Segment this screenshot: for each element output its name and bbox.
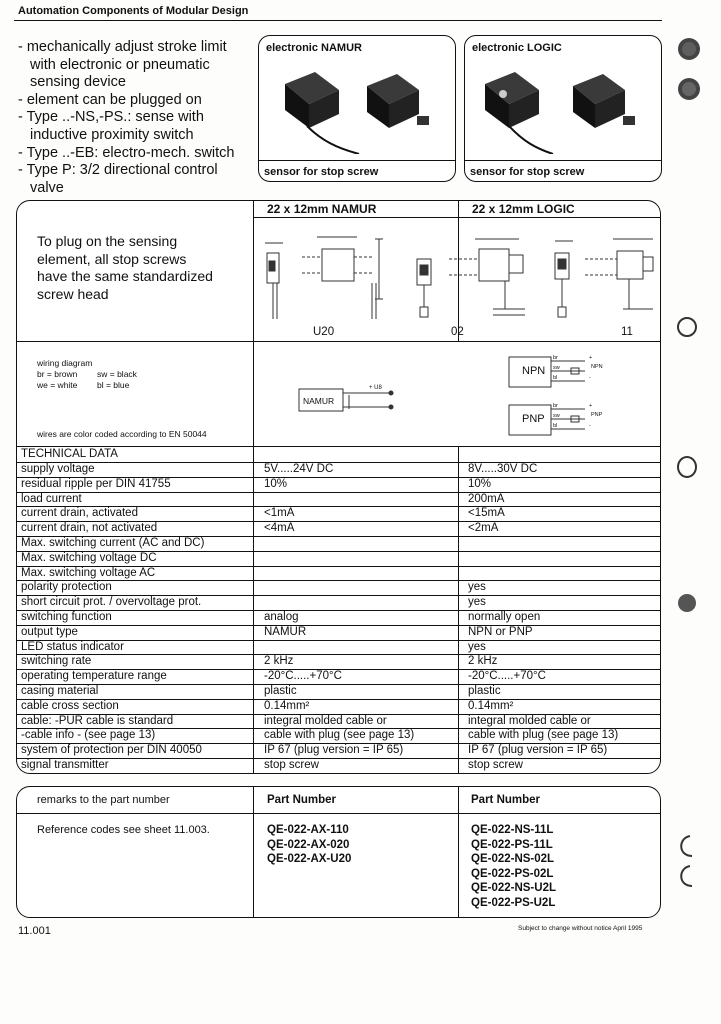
logic-value: 200mA bbox=[468, 492, 505, 505]
spec-label: signal transmitter bbox=[21, 759, 109, 771]
tech-data-row bbox=[17, 521, 660, 537]
caption-rule bbox=[465, 160, 661, 161]
page-number: 11.001 bbox=[18, 925, 51, 937]
logic-value: normally open bbox=[468, 611, 541, 623]
spec-label: system of protection per DIN 40050 bbox=[21, 744, 202, 757]
namur-value: <4mA bbox=[264, 522, 295, 535]
feature-line: - Type ..-EB: electro-mech. switch bbox=[18, 144, 235, 161]
feature-line: - mechanically adjust stroke limit bbox=[18, 39, 227, 55]
spec-label: current drain, activated bbox=[21, 507, 138, 520]
plug-line: have the same standardized bbox=[37, 268, 213, 284]
spec-label: -cable info - (see page 13) bbox=[21, 729, 156, 742]
namur-value: 2 kHz bbox=[264, 655, 294, 668]
part-number-table bbox=[16, 786, 661, 918]
punch-hole-icon bbox=[676, 592, 698, 614]
pnp-pin-minus: - bbox=[589, 423, 591, 429]
feature-line: - Type P: 3/2 directional control bbox=[18, 162, 218, 179]
spec-label: polarity protection bbox=[21, 581, 112, 594]
spec-table bbox=[16, 200, 661, 774]
tech-data-row bbox=[17, 477, 660, 493]
logic-value: <2mA bbox=[468, 522, 499, 535]
part-number: QE-022-NS-11L bbox=[471, 824, 554, 836]
code-11: 11 bbox=[621, 326, 633, 338]
page-header-title: Automation Components of Modular Design bbox=[18, 5, 249, 17]
logic-value: stop screw bbox=[468, 759, 523, 771]
feature-line: with electronic or pneumatic bbox=[30, 56, 210, 73]
namur-value: NAMUR bbox=[264, 625, 307, 638]
logic-value: 8V.....30V DC bbox=[468, 463, 538, 475]
npn-out-label: NPN bbox=[591, 364, 603, 370]
pnp-box-label: PNP bbox=[522, 413, 545, 425]
pnp-pin-br: br bbox=[553, 403, 558, 409]
product-caption: sensor for stop screw bbox=[264, 166, 379, 178]
spec-label: casing material bbox=[21, 685, 99, 697]
plug-line: screw head bbox=[37, 285, 109, 302]
tech-data-row bbox=[17, 654, 660, 670]
npn-pin-minus: - bbox=[589, 375, 591, 381]
spec-label: load current bbox=[21, 492, 82, 505]
part-number: QE-022-NS-U2L bbox=[471, 882, 556, 894]
pnp-pin-plus: + bbox=[589, 403, 593, 409]
punch-hole-icon bbox=[676, 76, 702, 102]
logic-value: cable with plug (see page 13) bbox=[468, 729, 619, 742]
part-number-header: Part Number bbox=[471, 794, 541, 806]
spec-label: cable: -PUR cable is standard bbox=[21, 714, 174, 727]
tech-data-row bbox=[17, 610, 660, 626]
punch-hole-icon bbox=[670, 830, 700, 892]
product-title: electronic LOGIC bbox=[472, 42, 562, 54]
plug-line: element, all stop screws bbox=[37, 250, 187, 267]
npn-pin-br: br bbox=[553, 355, 558, 361]
code-u20: U20 bbox=[313, 326, 335, 338]
product-caption: sensor for stop screw bbox=[470, 166, 585, 178]
spec-label: Max. switching current (AC and DC) bbox=[21, 537, 205, 549]
logic-value: yes bbox=[468, 596, 486, 609]
wiring-legend-black: sw = black bbox=[97, 369, 137, 379]
part-number: QE-022-NS-02L bbox=[471, 853, 555, 865]
namur-value: 0.14mm² bbox=[264, 699, 310, 712]
namur-value: analog bbox=[264, 611, 299, 623]
col-divider bbox=[458, 787, 459, 917]
plug-description bbox=[37, 233, 213, 303]
namur-part-list bbox=[267, 823, 351, 867]
sensor-photo-namur bbox=[267, 66, 447, 154]
tech-data-row bbox=[17, 758, 660, 773]
row-rule bbox=[17, 341, 660, 342]
wiring-title: wiring diagram bbox=[37, 358, 93, 368]
logic-value: NPN or PNP bbox=[468, 625, 533, 638]
namur-value: <1mA bbox=[264, 507, 295, 520]
col-header-logic: 22 x 12mm LOGIC bbox=[472, 202, 575, 216]
punch-hole-icon bbox=[676, 454, 698, 480]
header-rule bbox=[14, 20, 662, 21]
namur-value: stop screw bbox=[264, 759, 319, 771]
logic-value: yes bbox=[468, 581, 486, 594]
tech-data-row bbox=[17, 595, 660, 611]
spec-label: Max. switching voltage DC bbox=[21, 551, 157, 564]
spec-label: residual ripple per DIN 41755 bbox=[21, 477, 171, 490]
logic-value: yes bbox=[468, 640, 486, 653]
col-divider bbox=[253, 787, 254, 917]
npn-pin-sw: sw bbox=[553, 365, 560, 371]
tech-data-title: TECHNICAL DATA bbox=[21, 448, 118, 460]
tech-data-row bbox=[17, 640, 660, 656]
tech-data-row bbox=[17, 699, 660, 715]
spec-label: output type bbox=[21, 625, 78, 638]
logic-value: IP 67 (plug version = IP 65) bbox=[468, 744, 608, 757]
namur-pin-plus: + U8 bbox=[369, 385, 382, 391]
feature-line: sensing device bbox=[30, 74, 126, 91]
logic-value: plastic bbox=[468, 685, 501, 697]
logic-value: 10% bbox=[468, 477, 492, 490]
pnp-pin-sw: sw bbox=[553, 413, 560, 419]
spec-label: current drain, not activated bbox=[21, 522, 158, 535]
tech-data-row bbox=[17, 728, 660, 744]
tech-data-row bbox=[17, 669, 660, 685]
feature-line: inductive proximity switch bbox=[30, 126, 194, 143]
namur-value: -20°C.....+70°C bbox=[264, 670, 342, 683]
pnp-pin-bl: bl bbox=[553, 423, 558, 429]
tech-data-title-row bbox=[17, 447, 660, 463]
dimension-drawings bbox=[257, 229, 657, 324]
spec-label: switching rate bbox=[21, 655, 92, 668]
tech-data-row bbox=[17, 462, 660, 478]
part-number: QE-022-AX-U20 bbox=[267, 853, 352, 865]
part-number: QE-022-PS-U2L bbox=[471, 896, 556, 909]
pnp-out-label: PNP bbox=[591, 412, 603, 418]
logic-value: <15mA bbox=[468, 507, 505, 520]
spec-label: operating temperature range bbox=[21, 670, 167, 683]
feature-line: valve bbox=[30, 179, 64, 196]
tech-data-row bbox=[17, 536, 660, 552]
tech-data-row bbox=[17, 714, 660, 730]
feature-line: - element can be plugged on bbox=[18, 91, 202, 108]
caption-rule bbox=[259, 160, 455, 161]
part-number-header: Part Number bbox=[267, 794, 337, 806]
namur-value: plastic bbox=[264, 685, 297, 697]
wiring-legend-blue: bl = blue bbox=[97, 380, 130, 390]
namur-value: 10% bbox=[264, 477, 288, 490]
spec-label: cable cross section bbox=[21, 699, 119, 712]
punch-hole-icon bbox=[676, 316, 698, 338]
reference-note: Reference codes see sheet 11.003. bbox=[37, 824, 210, 836]
code-02: 02 bbox=[451, 326, 464, 338]
tech-data-row bbox=[17, 684, 660, 700]
logic-value: 2 kHz bbox=[468, 655, 498, 668]
wiring-legend-white: we = white bbox=[37, 380, 78, 390]
wiring-legend-brown: br = brown bbox=[37, 369, 78, 379]
col-header-namur: 22 x 12mm NAMUR bbox=[267, 202, 377, 216]
feature-line: - Type ..-NS,-PS.: sense with bbox=[18, 109, 204, 126]
tech-data-row bbox=[17, 743, 660, 759]
feature-list bbox=[18, 39, 250, 197]
row-rule bbox=[17, 813, 660, 814]
npn-pin-plus: + bbox=[589, 355, 593, 361]
spec-label: Max. switching voltage AC bbox=[21, 566, 156, 579]
spec-label: switching function bbox=[21, 611, 112, 623]
punch-hole-icon bbox=[676, 36, 702, 62]
tech-data-row bbox=[17, 580, 660, 596]
remarks-label: remarks to the part number bbox=[37, 794, 170, 806]
spec-label: short circuit prot. / overvoltage prot. bbox=[21, 596, 202, 609]
change-notice: Subject to change without notice April 1995 bbox=[518, 925, 643, 932]
product-box-logic bbox=[464, 35, 662, 182]
product-title: electronic NAMUR bbox=[266, 42, 362, 54]
part-number: QE-022-PS-11L bbox=[471, 838, 553, 851]
spec-label: LED status indicator bbox=[21, 640, 124, 653]
tech-data-row bbox=[17, 566, 660, 582]
part-number: QE-022-AX-020 bbox=[267, 838, 350, 851]
logic-part-list bbox=[471, 823, 556, 910]
npn-pin-bl: bl bbox=[553, 375, 558, 381]
namur-value: IP 67 (plug version = IP 65) bbox=[264, 744, 404, 757]
namur-box-label: NAMUR bbox=[303, 396, 335, 406]
namur-value: integral molded cable or bbox=[264, 714, 387, 727]
logic-value: integral molded cable or bbox=[468, 714, 591, 727]
part-number: QE-022-AX-110 bbox=[267, 824, 349, 836]
row-rule bbox=[253, 217, 660, 218]
spec-label: supply voltage bbox=[21, 463, 95, 475]
product-box-namur bbox=[258, 35, 456, 182]
namur-value: 5V.....24V DC bbox=[264, 463, 334, 475]
plug-line: To plug on the sensing bbox=[37, 233, 178, 249]
tech-data-row bbox=[17, 625, 660, 641]
tech-data-row bbox=[17, 506, 660, 522]
npn-box-label: NPN bbox=[522, 365, 546, 377]
logic-value: 0.14mm² bbox=[468, 699, 514, 712]
sensor-photo-logic bbox=[473, 66, 653, 154]
wiring-note: wires are color coded according to EN 50044 bbox=[37, 429, 207, 439]
tech-data-row bbox=[17, 492, 660, 508]
part-number: QE-022-PS-02L bbox=[471, 867, 554, 880]
logic-value: -20°C.....+70°C bbox=[468, 670, 546, 683]
namur-value: cable with plug (see page 13) bbox=[264, 729, 415, 742]
tech-data-row bbox=[17, 551, 660, 567]
